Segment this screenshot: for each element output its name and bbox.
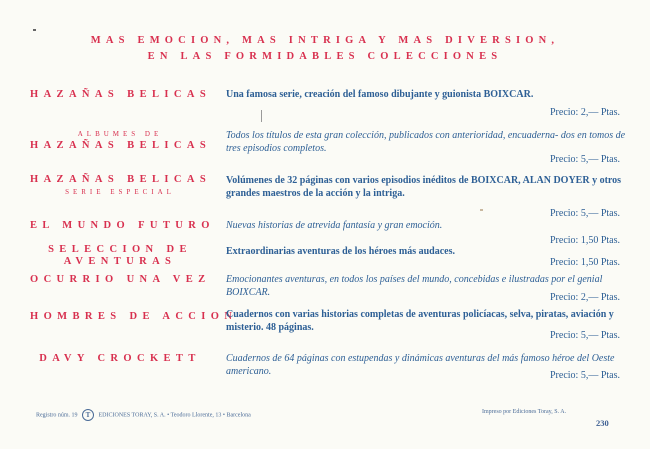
collection-description-albumes: Todos los títulos de esta gran colección, publicados con anterioridad, encuaderna- dos en tomos de tres episodios completos. xyxy=(226,130,626,154)
collection-price-hombres: Precio: 5,— Ptas. xyxy=(550,330,620,341)
page-number: 230 xyxy=(596,418,609,428)
collection-description-serie-especial: Volúmenes de 32 páginas con varios episodios inéditos de BOIXCAR, ALAN DOYER y otros grandes maestros de la acción y la intriga. xyxy=(226,175,622,199)
collection-title-mundo-futuro: EL MUNDO FUTURO xyxy=(30,220,215,231)
collection-title-albumes-hazanas: HAZAÑAS BELICAS xyxy=(30,140,212,151)
collection-description-davy: Cuadernos de 64 páginas con estupendas y dinámicas aventuras del más famoso héroe del Oeste americano. xyxy=(226,353,615,377)
collection-title-ocurrio-una-vez: OCURRIO UNA VEZ xyxy=(30,274,211,285)
collection-description-hazanas-belicas: Una famosa serie, creación del famoso dibujante y guionista BOIXCAR. xyxy=(226,89,534,100)
collection-title-hazanas-belicas: HAZAÑAS BELICAS xyxy=(30,89,212,100)
collection-description-seleccion: Extraordinarias aventuras de los héroes más audaces. xyxy=(226,246,455,257)
footer-publisher xyxy=(36,409,251,421)
collection-price-mundo-futuro: Precio: 1,50 Ptas. xyxy=(550,235,620,246)
footer-publisher-address: EDICIONES TORAY, S. A. • Teodoro Llorente, 13 • Barcelona xyxy=(98,412,251,419)
collection-title-hombres-de-accion: HOMBRES DE ACCION xyxy=(30,311,238,322)
collection-subtitle-aventuras: AVENTURAS xyxy=(63,256,177,267)
collection-description-ocurrio: Emocionantes aventuras, en todos los países del mundo, concebidas e ilustradas por el genial BOIXCAR. xyxy=(226,274,603,298)
headline-line-1: MAS EMOCION, MAS INTRIGA Y MAS DIVERSION, xyxy=(90,35,560,46)
collection-title-seleccion: SELECCION DE xyxy=(48,244,192,255)
pen-mark xyxy=(261,110,262,122)
collection-price-hazanas-belicas: Precio: 2,— Ptas. xyxy=(550,107,620,118)
toray-logo-icon: T xyxy=(82,409,94,421)
collection-price-davy: Precio: 5,— Ptas. xyxy=(550,370,620,381)
ink-mark xyxy=(33,29,36,31)
paper-speck xyxy=(480,209,483,211)
collection-title-hazanas-especial: HAZAÑAS BELICAS xyxy=(30,174,212,185)
collection-price-albumes: Precio: 5,— Ptas. xyxy=(550,154,620,165)
collection-subtitle-serie-especial: SERIE ESPECIAL xyxy=(65,188,175,196)
collection-description-mundo-futuro: Nuevas historias de atrevida fantasía y gran emoción. xyxy=(226,220,443,231)
collection-subtitle-albumes: ALBUMES DE xyxy=(77,130,163,138)
collection-price-serie-especial: Precio: 5,— Ptas. xyxy=(550,208,620,219)
collection-price-ocurrio: Precio: 2,— Ptas. xyxy=(550,292,620,303)
collection-title-davy-crockett: DAVY CROCKETT xyxy=(39,353,201,364)
headline-line-2: EN LAS FORMIDABLES COLECCIONES xyxy=(147,51,503,62)
collection-price-seleccion: Precio: 1,50 Ptas. xyxy=(550,257,620,268)
footer-registro: Registro núm. 19 xyxy=(36,412,78,419)
footer-printer: Impreso por Ediciones Toray, S. A. xyxy=(482,409,567,415)
collection-description-hombres: Cuadernos con varias historias completas de aventuras policíacas, selva, piratas, aviación y misterio. 48 páginas. xyxy=(226,309,614,333)
